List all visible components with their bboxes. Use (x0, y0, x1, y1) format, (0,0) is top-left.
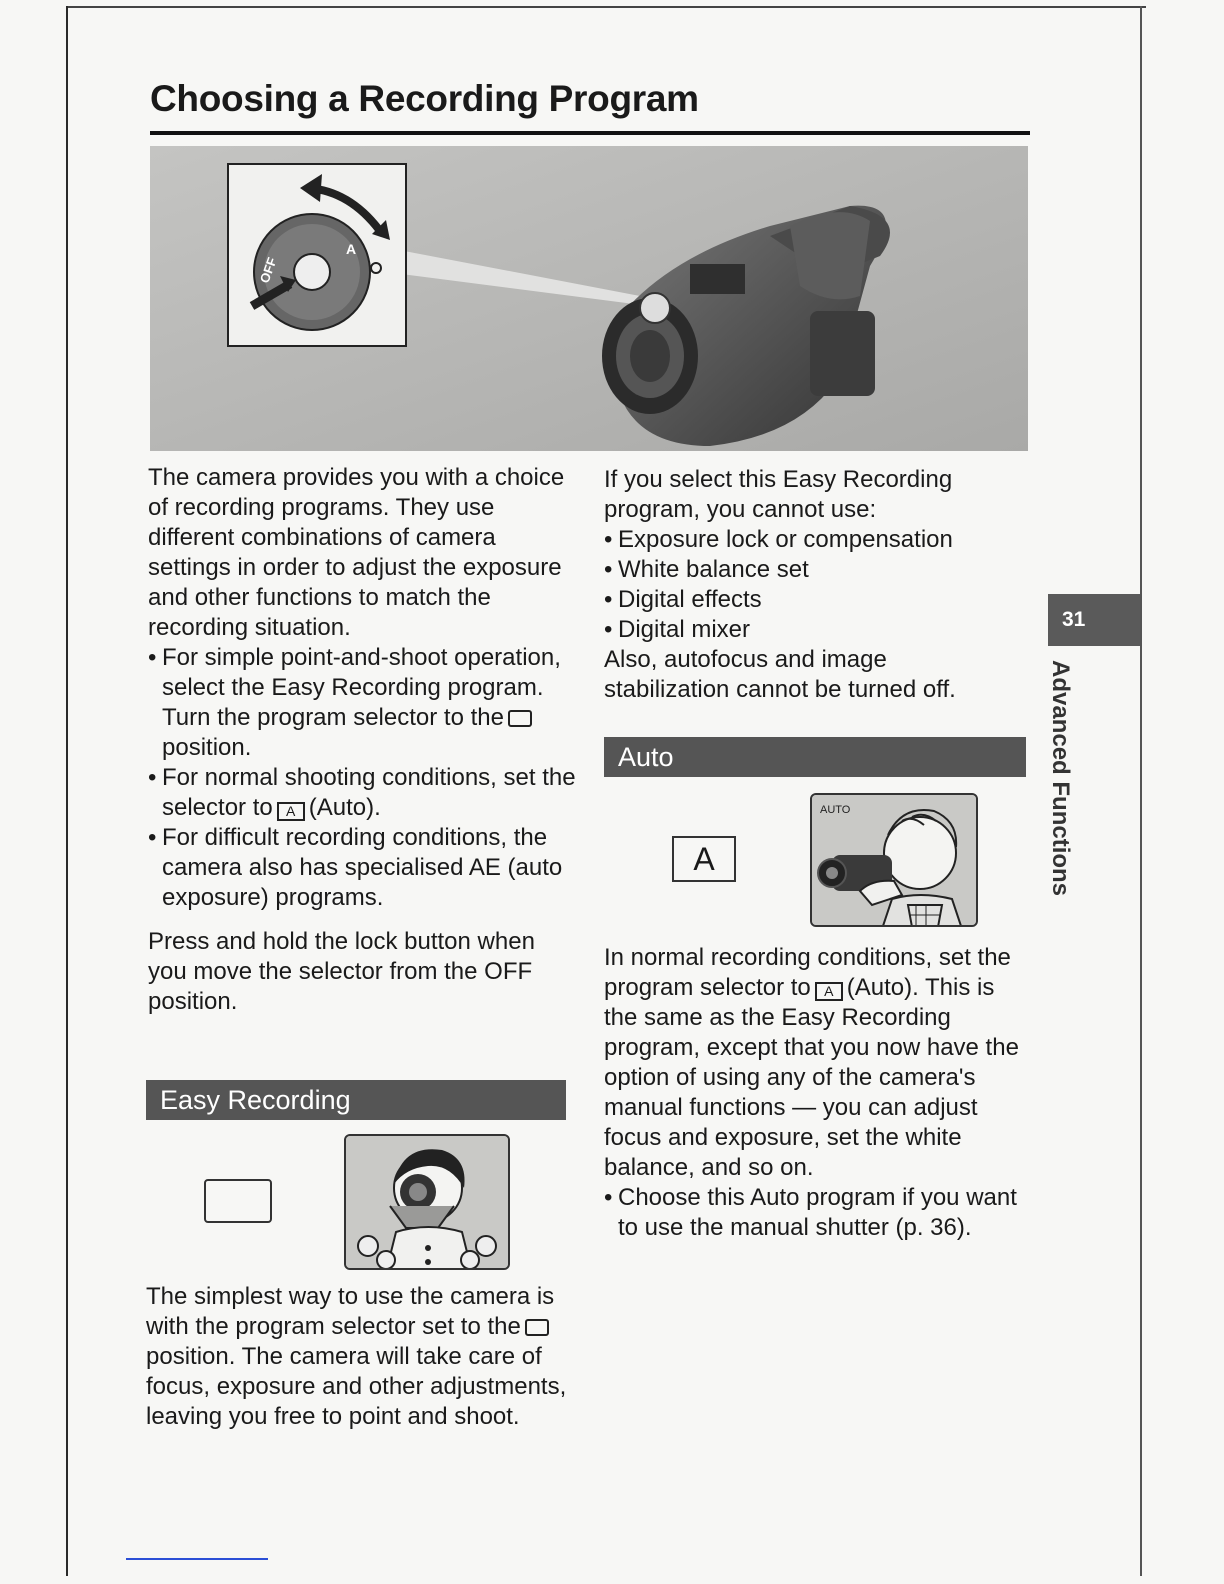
easy-recording-text-start: The simplest way to use the camera is with the program selector set to the (146, 1283, 555, 1340)
lock-note: Press and hold the lock button when you move the selector from the OFF position. (148, 928, 535, 1015)
girl-with-camera-drawing (346, 1136, 510, 1270)
auto-illustration (810, 793, 978, 927)
dial-inset (228, 164, 406, 346)
bullet-auto-tail: (Auto). (308, 794, 381, 821)
easy-recording-text-end: position. The camera will take care of focus, exposure and other adjustments, leaving you free to point and shoot. (146, 1343, 567, 1430)
auto-text (604, 943, 1032, 1243)
bullet-auto-text: For normal shooting conditions, set the selector to (162, 764, 576, 821)
title-rule (150, 131, 1030, 135)
auto-mode-icon: A (277, 802, 305, 821)
intro-paragraph: The camera provides you with a choice of recording programs. They use different combinations of camera settings in order to adjust the exposure and other functions to match the recording situation. (148, 464, 565, 641)
auto-paragraph (604, 943, 1032, 1183)
restriction-item: • White balance set (604, 555, 1014, 585)
restrictions-list (604, 525, 1014, 645)
auto-bullet: • Choose this Auto program if you want to use the manual shutter (p. 36). (604, 1183, 1032, 1243)
easy-recording-icon (204, 1179, 272, 1223)
camera-illustration (150, 146, 1028, 451)
boy-with-camera-drawing (812, 795, 978, 927)
bullet-auto (148, 763, 578, 823)
page-border-top (66, 6, 1146, 8)
page-number-tab: 31 (1048, 594, 1140, 646)
auto-text-start: In normal recording conditions, set the program selector to (604, 944, 1011, 1001)
easy-mode-icon-inline (525, 1319, 549, 1336)
bullet-easy (148, 643, 578, 763)
restrictions-intro: If you select this Easy Recording program, you cannot use: (604, 466, 953, 523)
auto-bullets (604, 1183, 1032, 1243)
page-border-left (66, 6, 68, 1576)
auto-heading: Auto (604, 737, 1026, 777)
bottom-link-line (126, 1558, 268, 1560)
easy-recording-text (146, 1282, 576, 1432)
auto-illustration-label: AUTO (820, 804, 851, 816)
auto-icon: A (672, 836, 736, 882)
bullet-ae: • For difficult recording conditions, the camera also has specialised AE (auto exposure) programs. (148, 823, 578, 913)
restriction-item: • Digital effects (604, 585, 1014, 615)
easy-mode-icon (508, 710, 532, 727)
bullet-easy-tail: position. (162, 734, 252, 761)
page-title: Choosing a Recording Program (150, 78, 699, 119)
bullet-easy-text: For simple point-and-shoot operation, select the Easy Recording program. Turn the program selector to the (162, 644, 561, 731)
easy-recording-illustration (344, 1134, 510, 1270)
page-border-right (1140, 6, 1142, 1576)
auto-text-end: (Auto). This is the same as the Easy Recording program, except that you now have the option of using any of the camera's manual functions — you can adjust focus and exposure, set the white balance, and so on. (604, 974, 1019, 1181)
program-bullets (148, 643, 578, 913)
section-side-label (1040, 660, 1074, 920)
left-column (148, 463, 578, 1017)
dial-label-a: A (346, 241, 357, 257)
section-side-label-text: Advanced Functions (1047, 660, 1074, 897)
right-column (604, 465, 1014, 705)
easy-recording-heading: Easy Recording (146, 1080, 566, 1120)
camera-figure (150, 146, 1028, 451)
dial-label-off: OFF (256, 255, 280, 286)
restriction-item: • Digital mixer (604, 615, 1014, 645)
restriction-item: • Exposure lock or compensation (604, 525, 1014, 555)
restrictions-note: Also, autofocus and image stabilization cannot be turned off. (604, 646, 956, 703)
auto-mode-icon-inline: A (815, 982, 843, 1001)
easy-recording-paragraph (146, 1282, 576, 1432)
